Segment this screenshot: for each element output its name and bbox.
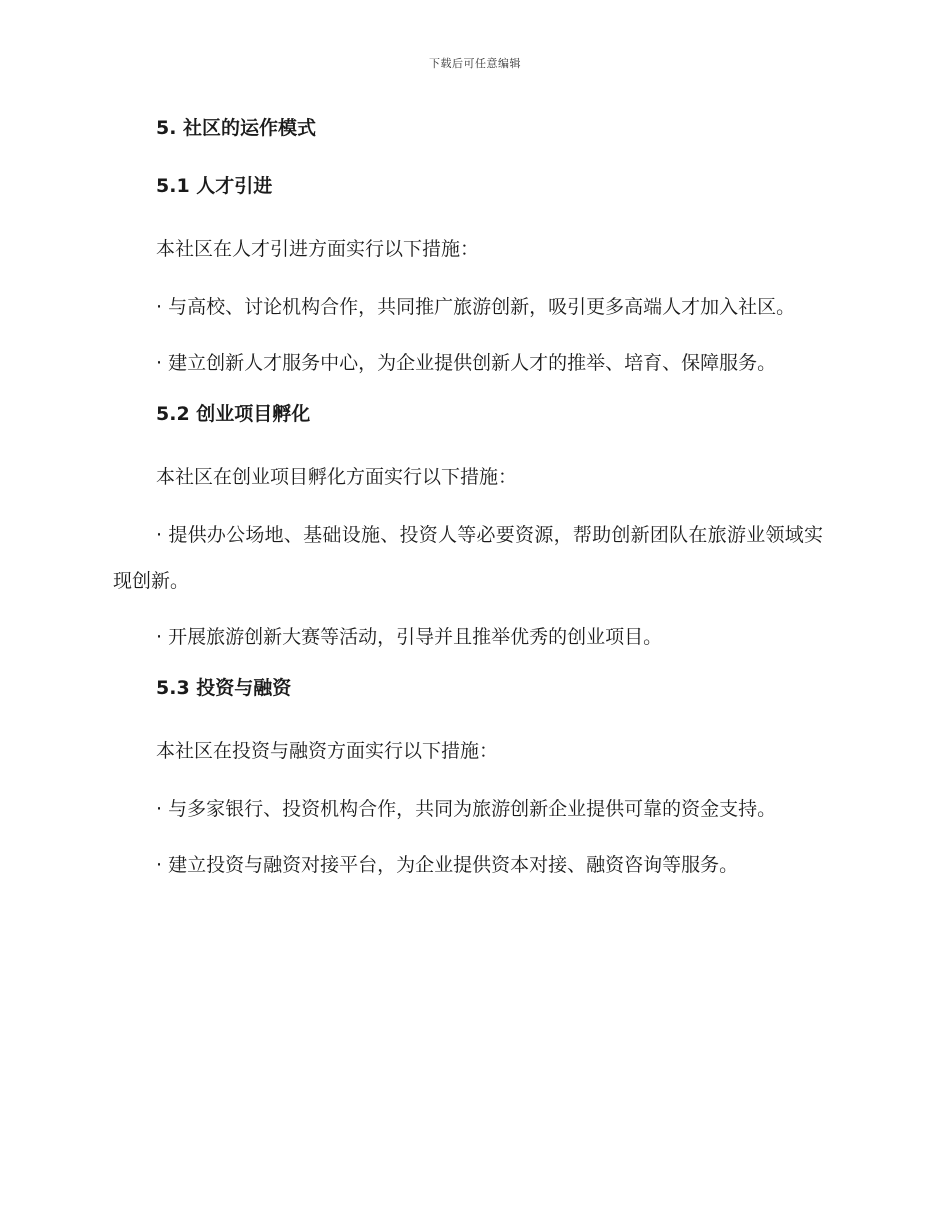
- bullet-talent-1: · 与高校、讨论机构合作，共同推广旅游创新，吸引更多高端人才加入社区。: [156, 296, 796, 318]
- section-title-talent: 5.1 人才引进: [156, 175, 273, 197]
- bullet-investment-2: · 建立投资与融资对接平台，为企业提供资本对接、融资咨询等服务。: [156, 854, 739, 876]
- section-title-investment: 5.3 投资与融资: [156, 677, 292, 699]
- paragraph-investment-intro: 本社区在投资与融资方面实行以下措施：: [156, 740, 499, 762]
- bullet-incubation-2: · 开展旅游创新大赛等活动，引导并且推举优秀的创业项目。: [156, 626, 663, 648]
- bullet-investment-1: · 与多家银行、投资机构合作，共同为旅游创新企业提供可靠的资金支持。: [156, 798, 777, 820]
- document-body: [113, 110, 823, 898]
- bullet-incubation-1: · 提供办公场地、基础设施、投资人等必要资源，帮助创新团队在旅游业领域实现创新。: [113, 524, 823, 592]
- section-title-main: 5. 社区的运作模式: [156, 117, 317, 139]
- paragraph-talent-intro: 本社区在人才引进方面实行以下措施：: [156, 238, 480, 260]
- header-note: 下载后可任意编辑: [429, 57, 521, 70]
- paragraph-incubation-intro: 本社区在创业项目孵化方面实行以下措施：: [156, 466, 518, 488]
- bullet-talent-2: · 建立创新人才服务中心，为企业提供创新人才的推举、培育、保障服务。: [156, 352, 777, 374]
- section-title-incubation: 5.2 创业项目孵化: [156, 403, 311, 425]
